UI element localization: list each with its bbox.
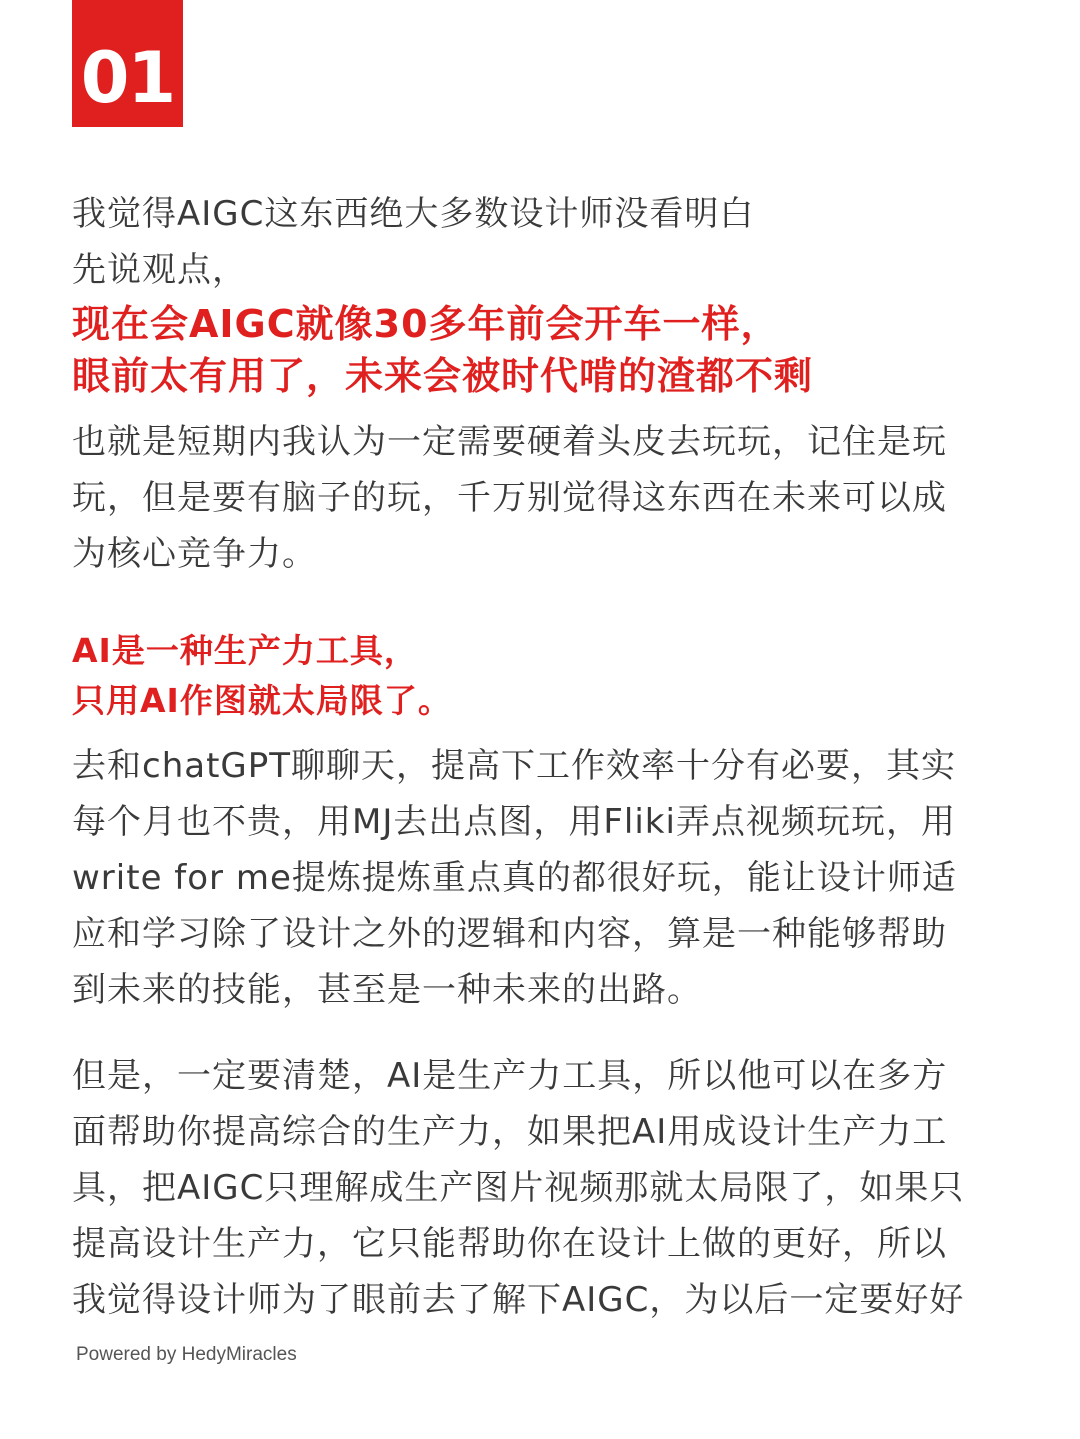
section-number: 01 bbox=[80, 37, 175, 119]
section-number-badge bbox=[72, 0, 183, 127]
paragraph-1: 也就是短期内我认为一定需要硬着头皮去玩玩，记住是玩玩，但是要有脑子的玩，千万别觉得这东西在未来可以成为核心竞争力。 bbox=[72, 422, 947, 574]
paragraph-2: 去和chatGPT聊聊天，提高下工作效率十分有必要，其实每个月也不贵，用MJ去出点图，用Fliki弄点视频玩玩，用write for me提炼提炼重点真的都很好玩，能让设计师适应和学习除了设计之外的逻辑和内容，算是一种能够帮助到未来的技能，甚至是一种未来的出路。 bbox=[72, 746, 957, 1010]
intro-line-2: 先说观点， bbox=[72, 250, 247, 290]
intro-line-1: 我觉得AIGC这东西绝大多数设计师没看明白 bbox=[72, 194, 755, 234]
highlight-2-line-1: AI是一种生产力工具， bbox=[72, 631, 418, 670]
highlight-1-line-2: 眼前太有用了，未来会被时代啃的渣都不剩 bbox=[72, 354, 814, 398]
powered-by-footer: Powered by HedyMiracles bbox=[76, 1344, 297, 1365]
highlight-2-line-2: 只用AI作图就太局限了。 bbox=[72, 681, 452, 720]
paragraph-3: 但是，一定要清楚，AI是生产力工具，所以他可以在多方面帮助你提高综合的生产力，如果把AI用成设计生产力工具，把AIGC只理解成生产图片视频那就太局限了，如果只提高设计生产力，它只能帮助你在设计上做的更好，所以我觉得设计师为了眼前去了解下AIGC，为以后一定要好好 bbox=[72, 1056, 965, 1320]
article-body bbox=[72, 186, 972, 1328]
highlight-1-line-1: 现在会AIGC就像30多年前会开车一样， bbox=[72, 302, 780, 346]
